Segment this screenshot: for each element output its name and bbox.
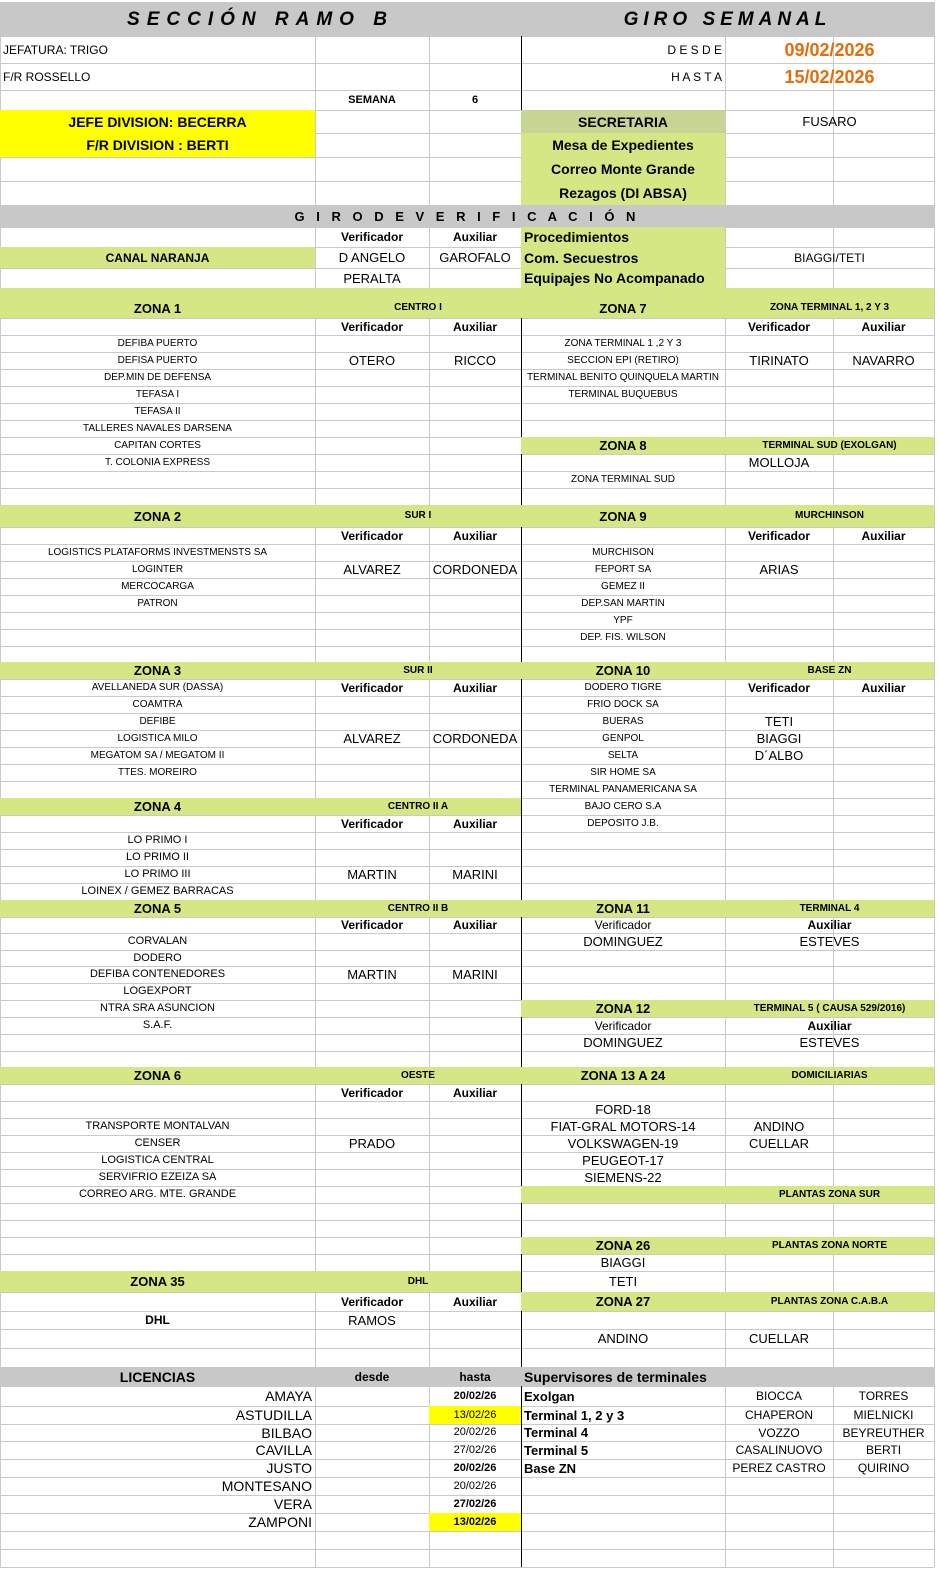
list-item: YPF bbox=[613, 614, 633, 626]
verificador-header: Verificador bbox=[594, 1018, 652, 1033]
list-item: TEFASA I bbox=[135, 388, 180, 400]
supervisor-terminal: Base ZN bbox=[524, 1460, 577, 1476]
licencia-name: BILBAO bbox=[261, 1424, 312, 1441]
zone-label: ZONA 12 bbox=[521, 1000, 725, 1017]
list-item: LO PRIMO I bbox=[127, 834, 188, 846]
zone-label: ZONA 13 A 24 bbox=[521, 1067, 725, 1084]
list-item: LO PRIMO II bbox=[126, 851, 189, 863]
z35-verificador: RAMOS bbox=[348, 1312, 396, 1328]
zone-area: TERMINAL 5 ( CAUSA 529/2016) bbox=[725, 1000, 934, 1017]
list-item: MEGATOM SA / MEGATOM II bbox=[90, 749, 225, 761]
licencia-name: AMAYA bbox=[265, 1388, 312, 1404]
zone-area: DOMICILIARIAS bbox=[725, 1067, 934, 1084]
list-item: FIAT-GRAL MOTORS-14 bbox=[550, 1119, 696, 1134]
hasta-label: H A S T A bbox=[671, 69, 722, 84]
supervisor-1: PEREZ CASTRO bbox=[732, 1461, 826, 1475]
zone-label: ZONA 26 bbox=[521, 1237, 725, 1254]
giro-verificacion: G I R O D E V E R I F I C A C I Ó N bbox=[0, 205, 934, 227]
list-item: TEFASA II bbox=[134, 405, 181, 417]
auxiliar-header: Auxiliar bbox=[452, 1294, 497, 1309]
list-item: DEFISA PUERTO bbox=[117, 354, 198, 366]
licencia-hasta: 20/02/26 bbox=[453, 1479, 497, 1492]
zone-label: ZONA 7 bbox=[521, 298, 725, 318]
list-item: T. COLONIA EXPRESS bbox=[104, 456, 211, 468]
zone-area: TERMINAL SUD (EXOLGAN) bbox=[725, 437, 934, 454]
list-item: SERVIFRIO EZEIZA SA bbox=[98, 1171, 217, 1183]
z27-verificador: ANDINO bbox=[597, 1331, 649, 1346]
licencia-name: MONTESANO bbox=[221, 1478, 312, 1494]
supervisor-2: MIELNICKI bbox=[853, 1408, 914, 1422]
auxiliar-header: Auxiliar bbox=[452, 230, 497, 244]
list-item: TTES. MOREIRO bbox=[118, 766, 197, 778]
list-item: DODERO bbox=[133, 951, 182, 964]
list-item: DEP.SAN MARTIN bbox=[581, 597, 665, 609]
supervisor-1: BIOCCA bbox=[755, 1389, 802, 1403]
z5-auxiliar: MARINI bbox=[452, 967, 498, 982]
list-item: SECCION EPI (RETIRO) bbox=[567, 354, 679, 366]
z12-auxiliar: ESTEVES bbox=[799, 1035, 860, 1050]
z1-verificador: OTERO bbox=[348, 353, 396, 368]
list-item: LOGISTICA MILO bbox=[117, 732, 198, 744]
correo-monte-grande: Correo Monte Grande bbox=[521, 157, 725, 181]
list-item: SELTA bbox=[607, 749, 639, 761]
semana-label: SEMANA bbox=[348, 93, 396, 106]
list-item: PATRON bbox=[137, 597, 178, 609]
licencia-hasta: 20/02/26 bbox=[453, 1461, 497, 1474]
licencia-name: ZAMPONI bbox=[248, 1514, 312, 1530]
list-item: TERMINAL BUQUEBUS bbox=[568, 388, 678, 400]
list-item: AVELLANEDA SUR (DASSA) bbox=[91, 681, 224, 693]
licencias-desde: desde bbox=[315, 1367, 429, 1386]
list-item: GEMEZ II bbox=[601, 580, 645, 592]
secuestros-name: BIAGGI/TETI bbox=[794, 250, 865, 265]
canal-auxiliar: GAROFALO bbox=[439, 250, 511, 265]
list-item: GENPOL bbox=[602, 732, 644, 744]
zone-area: SUR II bbox=[315, 662, 521, 679]
list-item: NTRA SRA ASUNCION bbox=[100, 1002, 215, 1014]
supervisor-1: CHAPERON bbox=[744, 1408, 813, 1422]
list-item: DEP.MIN DE DEFENSA bbox=[103, 371, 212, 383]
jefe-division: JEFE DIVISION: BECERRA bbox=[0, 110, 315, 133]
verificador-header: Verificador bbox=[340, 918, 404, 932]
list-item: CAPITAN CORTES bbox=[114, 439, 201, 451]
list-item: LOGEXPORT bbox=[123, 985, 192, 997]
canal-naranja: CANAL NARANJA bbox=[0, 247, 315, 268]
secretaria-name: FUSARO bbox=[802, 114, 857, 129]
verificador-header: Verificador bbox=[747, 528, 811, 543]
zone-area: DHL bbox=[315, 1271, 521, 1292]
zone-area: PLANTAS ZONA C.A.B.A bbox=[725, 1292, 934, 1311]
auxiliar-header: Auxiliar bbox=[861, 528, 906, 543]
verificador-header: Verificador bbox=[340, 1085, 404, 1100]
zone-terminal-sud: ZONA TERMINAL SUD bbox=[571, 473, 675, 485]
mesa-expedientes: Mesa de Expedientes bbox=[521, 133, 725, 157]
supervisor-2: QUIRINO bbox=[857, 1461, 910, 1475]
zone-label: ZONA 3 bbox=[0, 662, 315, 679]
section-title: SECCIÓN RAMO B bbox=[0, 2, 521, 36]
zone-area: MURCHINSON bbox=[725, 505, 934, 527]
supervisor-terminal: Terminal 1, 2 y 3 bbox=[524, 1407, 625, 1423]
list-item: DEPOSITO J.B. bbox=[587, 817, 659, 829]
licencias-hasta: hasta bbox=[429, 1367, 521, 1386]
fr-rossello: F/R ROSSELLO bbox=[3, 69, 91, 84]
list-item: DEFIBE bbox=[139, 715, 176, 727]
licencia-name: ASTUDILLA bbox=[235, 1407, 312, 1423]
z3-verificador: ALVAREZ bbox=[343, 731, 401, 746]
z3-auxiliar: CORDONEDA bbox=[432, 731, 518, 746]
auxiliar-header: Auxiliar bbox=[452, 680, 497, 695]
verificador-header: Verificador bbox=[340, 680, 404, 695]
supervisores-label: Supervisores de terminales bbox=[521, 1367, 934, 1386]
zone-area: ZONA TERMINAL 1, 2 Y 3 bbox=[725, 298, 934, 318]
supervisor-terminal: Exolgan bbox=[524, 1388, 575, 1404]
z4-auxiliar: MARINI bbox=[452, 867, 498, 882]
list-item: TRANSPORTE MONTALVAN bbox=[85, 1120, 230, 1132]
list-item: MURCHISON bbox=[592, 546, 654, 558]
verificador-header: Verificador bbox=[340, 319, 404, 334]
z13-verificador: ANDINO bbox=[753, 1119, 805, 1134]
auxiliar-header: Auxiliar bbox=[452, 1085, 497, 1100]
plantas-zona-sur: PLANTAS ZONA SUR bbox=[725, 1186, 934, 1203]
licencia-name: VERA bbox=[273, 1496, 312, 1512]
jefatura: JEFATURA: TRIGO bbox=[3, 42, 108, 57]
list-item: FRIO DOCK SA bbox=[587, 698, 659, 710]
list-item: BUERAS bbox=[602, 715, 644, 727]
list-item: SIR HOME SA bbox=[590, 766, 656, 778]
list-item: DEP. FIS. WILSON bbox=[580, 631, 666, 643]
list-item: CENSER bbox=[134, 1137, 181, 1149]
list-item: TERMINAL PANAMERICANA SA bbox=[549, 783, 697, 795]
hasta-date: 15/02/2026 bbox=[784, 66, 875, 87]
zone-label: ZONA 2 bbox=[0, 505, 315, 527]
verificador-header: Verificador bbox=[594, 918, 652, 932]
zone-label: ZONA 27 bbox=[521, 1292, 725, 1311]
zone-area: PLANTAS ZONA NORTE bbox=[725, 1237, 934, 1254]
z7-verificador: TIRINATO bbox=[749, 353, 809, 368]
zone-label: ZONA 10 bbox=[521, 662, 725, 679]
auxiliar-header: Auxiliar bbox=[807, 918, 852, 932]
z5-verificador: MARTIN bbox=[347, 967, 397, 982]
z13-verificador: CUELLAR bbox=[749, 1136, 809, 1151]
zone-label: ZONA 9 bbox=[521, 505, 725, 527]
z10-verificador: BIAGGI bbox=[756, 731, 802, 746]
zone-label: ZONA 5 bbox=[0, 900, 315, 917]
zone-label: ZONA 6 bbox=[0, 1067, 315, 1084]
com-secuestros: Com. Secuestros bbox=[521, 247, 725, 268]
supervisor-terminal: Terminal 5 bbox=[524, 1442, 589, 1458]
zone-label: ZONA 35 bbox=[0, 1271, 315, 1292]
desde-date: 09/02/2026 bbox=[784, 39, 875, 60]
list-item: BAJO CERO S.A bbox=[584, 800, 662, 812]
z11-verificador: DOMINGUEZ bbox=[583, 934, 663, 949]
zone-label: ZONA 11 bbox=[521, 900, 725, 917]
zone-area: OESTE bbox=[315, 1067, 521, 1084]
list-item: DEFIBA PUERTO bbox=[117, 337, 198, 349]
list-item: FEPORT SA bbox=[594, 563, 652, 575]
list-item: CORVALAN bbox=[127, 935, 188, 947]
z26-name: BIAGGI bbox=[600, 1255, 646, 1270]
z1-auxiliar: RICCO bbox=[454, 353, 496, 368]
licencias-label: LICENCIAS bbox=[0, 1367, 315, 1386]
supervisor-1: CASALINUOVO bbox=[735, 1443, 823, 1457]
licencia-hasta: 27/02/26 bbox=[453, 1443, 497, 1456]
z7-auxiliar: NAVARRO bbox=[852, 353, 915, 368]
giro-semanal-title: GIRO SEMANAL bbox=[521, 2, 934, 36]
z11-auxiliar: ESTEVES bbox=[799, 934, 860, 949]
dhl-item: DHL bbox=[145, 1313, 170, 1327]
fr-division: F/R DIVISION : BERTI bbox=[0, 133, 315, 157]
list-item: COAMTRA bbox=[132, 698, 183, 710]
list-item: VOLKSWAGEN-19 bbox=[567, 1136, 679, 1151]
licencia-hasta: 13/02/26 bbox=[429, 1513, 521, 1531]
zone-area: TERMINAL 4 bbox=[725, 900, 934, 917]
zone-label: ZONA 1 bbox=[0, 298, 315, 318]
supervisor-2: TORRES bbox=[858, 1389, 909, 1403]
list-item: TALLERES NAVALES DARSENA bbox=[83, 422, 232, 434]
z6-verificador: PRADO bbox=[348, 1136, 396, 1151]
licencia-hasta: 20/02/26 bbox=[453, 1426, 497, 1438]
canal-verificador: D ANGELO bbox=[338, 250, 406, 265]
licencia-hasta: 13/02/26 bbox=[429, 1406, 521, 1424]
z10-verificador: TETI bbox=[764, 714, 794, 729]
zone-area: CENTRO II B bbox=[315, 900, 521, 917]
list-item: LOGINTER bbox=[131, 563, 184, 575]
cell-fill bbox=[0, 288, 934, 298]
z2-verificador: ALVAREZ bbox=[343, 562, 401, 577]
list-item: LOGISTICS PLATAFORMS INVESTMENSTS SA bbox=[47, 546, 268, 558]
list-item: LOGISTICA CENTRAL bbox=[101, 1154, 214, 1166]
verificador-header: Verificador bbox=[747, 680, 811, 695]
auxiliar-header: Auxiliar bbox=[452, 528, 497, 543]
auxiliar-header: Auxiliar bbox=[861, 319, 906, 334]
zone-label: ZONA 8 bbox=[521, 437, 725, 454]
z2-auxiliar: CORDONEDA bbox=[432, 562, 518, 577]
zone-label: ZONA 4 bbox=[0, 798, 315, 815]
licencia-name: JUSTO bbox=[266, 1460, 312, 1476]
list-item: S.A.F. bbox=[142, 1019, 173, 1031]
z12-verificador: DOMINGUEZ bbox=[583, 1035, 663, 1050]
z26-name: TETI bbox=[608, 1274, 638, 1289]
list-item: PEUGEOT-17 bbox=[582, 1153, 664, 1168]
list-item: TERMINAL BENITO QUINQUELA MARTIN bbox=[526, 371, 720, 383]
list-item: MERCOCARGA bbox=[121, 580, 194, 592]
z4-verificador: MARTIN bbox=[347, 867, 397, 882]
zone-area: SUR I bbox=[315, 505, 521, 527]
auxiliar-header: Auxiliar bbox=[452, 816, 497, 831]
z27-auxiliar: CUELLAR bbox=[749, 1331, 809, 1346]
semana-num: 6 bbox=[471, 93, 479, 106]
list-item: SIEMENS-22 bbox=[584, 1170, 662, 1185]
verificador-header: Verificador bbox=[747, 319, 811, 334]
auxiliar-header: Auxiliar bbox=[452, 319, 497, 334]
verificador-header: Verificador bbox=[340, 230, 404, 244]
verificador-header: Verificador bbox=[340, 528, 404, 543]
desde-label: D E S D E bbox=[667, 42, 722, 57]
list-item: DEFIBA CONTENEDORES bbox=[89, 968, 226, 980]
auxiliar-header: Auxiliar bbox=[452, 918, 497, 932]
z9-verificador: ARIAS bbox=[759, 562, 799, 577]
licencia-hasta: 27/02/26 bbox=[453, 1497, 497, 1510]
verificador-header: Verificador bbox=[340, 816, 404, 831]
auxiliar-header: Auxiliar bbox=[861, 680, 906, 695]
zone-area: CENTRO II A bbox=[315, 798, 521, 815]
supervisor-2: BERTI bbox=[865, 1443, 902, 1457]
cell-fill bbox=[521, 1186, 725, 1203]
licencia-hasta: 20/02/26 bbox=[453, 1389, 497, 1402]
rezagos: Rezagos (DI ABSA) bbox=[521, 181, 725, 205]
licencia-name: CAVILLA bbox=[255, 1442, 312, 1458]
zone-area: CENTRO I bbox=[315, 298, 521, 318]
z10-verificador: D´ALBO bbox=[754, 748, 804, 763]
verificador-header: Verificador bbox=[340, 1294, 404, 1309]
supervisor-2: BEYREUTHER bbox=[842, 1425, 925, 1440]
secretaria: SECRETARIA bbox=[521, 110, 725, 133]
list-item: LOINEX / GEMEZ BARRACAS bbox=[81, 885, 234, 897]
list-item: LO PRIMO III bbox=[124, 868, 191, 880]
list-item: CORREO ARG. MTE. GRANDE bbox=[78, 1188, 237, 1200]
supervisor-1: VOZZO bbox=[758, 1425, 800, 1440]
zone-area: BASE ZN bbox=[725, 662, 934, 679]
z8-verificador: MOLLOJA bbox=[748, 455, 810, 470]
list-item: FORD-18 bbox=[595, 1102, 651, 1117]
canal-verificador: PERALTA bbox=[343, 270, 401, 286]
list-item: ZONA TERMINAL 1 ,2 Y 3 bbox=[564, 337, 682, 349]
list-item: DODERO TIGRE bbox=[584, 681, 662, 693]
auxiliar-header: Auxiliar bbox=[807, 1018, 852, 1033]
equipajes: Equipajes No Acompanado bbox=[521, 268, 725, 288]
procedimientos: Procedimientos bbox=[521, 227, 725, 247]
supervisor-terminal: Terminal 4 bbox=[524, 1425, 589, 1440]
